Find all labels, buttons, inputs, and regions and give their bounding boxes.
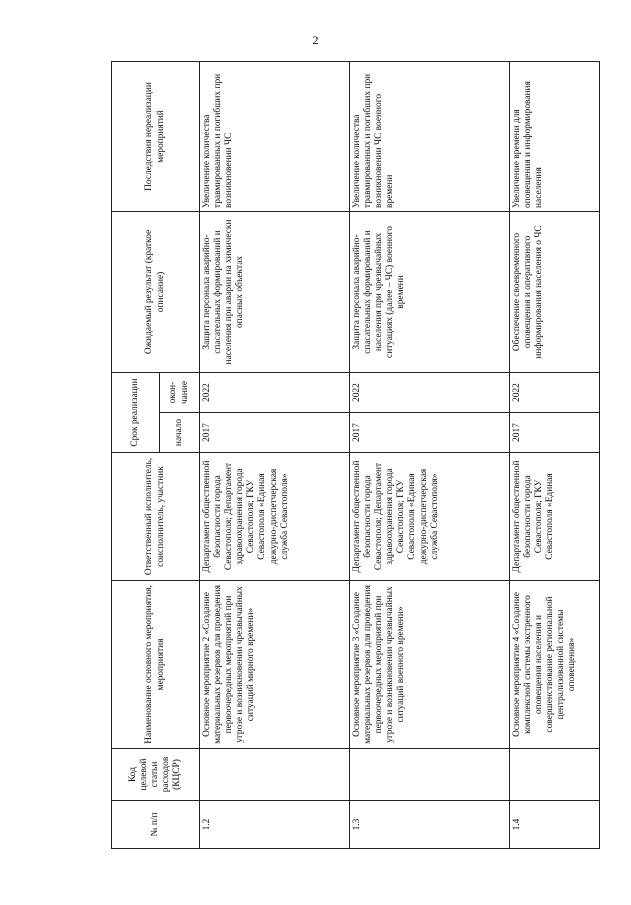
header-code: Код целевой статьи расходов (КЦСР) — [112, 749, 200, 801]
row-start: 2017 — [510, 413, 600, 453]
rotated-table-wrapper — [111, 62, 599, 849]
header-term: Срок реализации — [112, 372, 160, 452]
row-num: 1.3 — [350, 801, 510, 849]
row-consequences: Увеличение времени для оповещения и информирования населения — [510, 61, 600, 211]
header-start: начало — [160, 413, 200, 453]
header-name: Наименование основного мероприятия, мероприятия — [112, 581, 200, 749]
row-code — [510, 749, 600, 801]
row-name: Основное мероприятие 4 «Создание комплексной системы экстренного оповещения населения и совершенствование региональной централизованной системы оповещения» — [510, 581, 600, 749]
row-result: Защита персонала аварийно-спасательных формирований и населения при аварии на химически опасных объектах — [200, 211, 350, 372]
row-end: 2022 — [510, 372, 600, 412]
row-result: Защита персонала аварийно-спасательных формирований и населения при чрезвычайных ситуациях (далее – ЧС) военного времени — [350, 211, 510, 372]
row-responsible: Департамент общественной безопасности города Севастополя; Департамент здравоохранения города Севастополя; ГКУ Севастополя «Единая дежурно-диспетчерская служба Севастополя» — [350, 453, 510, 581]
header-result: Ожидаемый результат (краткое описание) — [112, 211, 200, 372]
row-start: 2017 — [350, 413, 510, 453]
row-code — [350, 749, 510, 801]
row-responsible: Департамент общественной безопасности города Севастополя; ГКУ Севастополя «Единая — [510, 453, 600, 581]
row-num: 1.2 — [200, 801, 350, 849]
row-consequences: Увеличение количества травмированных и погибших при возникновении ЧС военного времени — [350, 61, 510, 211]
table-row — [200, 61, 350, 848]
header-consequences: Последствия нереализации мероприятий — [112, 61, 200, 211]
page-number: 2 — [312, 33, 319, 47]
row-start: 2017 — [200, 413, 350, 453]
row-consequences: Увеличение количества травмированных и погибших при возникновении ЧС — [200, 61, 350, 211]
row-end: 2022 — [350, 372, 510, 412]
header-num: № п/п — [112, 801, 200, 849]
row-name: Основное мероприятие 2 «Создание материальных резервов для проведения первоочередных мероприятий при угрозе и возникновении чрезвычайных ситуаций мирного времени» — [200, 581, 350, 749]
row-end: 2022 — [200, 372, 350, 412]
table-row — [350, 61, 510, 848]
row-result: Обеспечение своевременного оповещения и оперативного информирования населения о ЧС — [510, 211, 600, 372]
row-num: 1.4 — [510, 801, 600, 849]
row-code — [200, 749, 350, 801]
header-responsible: Ответственный исполнитель, соисполнитель, участник — [112, 453, 200, 581]
table-row — [510, 61, 600, 848]
row-responsible: Департамент общественной безопасности города Севастополя; Департамент здравоохранения города Севастополя; ГКУ Севастополя «Единая дежурно-диспетчерская служба Севастополя» — [200, 453, 350, 581]
rotated-table-frame — [111, 62, 599, 849]
measures-table — [111, 61, 600, 849]
header-end: окон-чание — [160, 372, 200, 412]
row-name: Основное мероприятие 3 «Создание материальных резервов для проведения первоочередных мероприятий при угрозе и возникновении чрезвычайных ситуаций военного времени» — [350, 581, 510, 749]
